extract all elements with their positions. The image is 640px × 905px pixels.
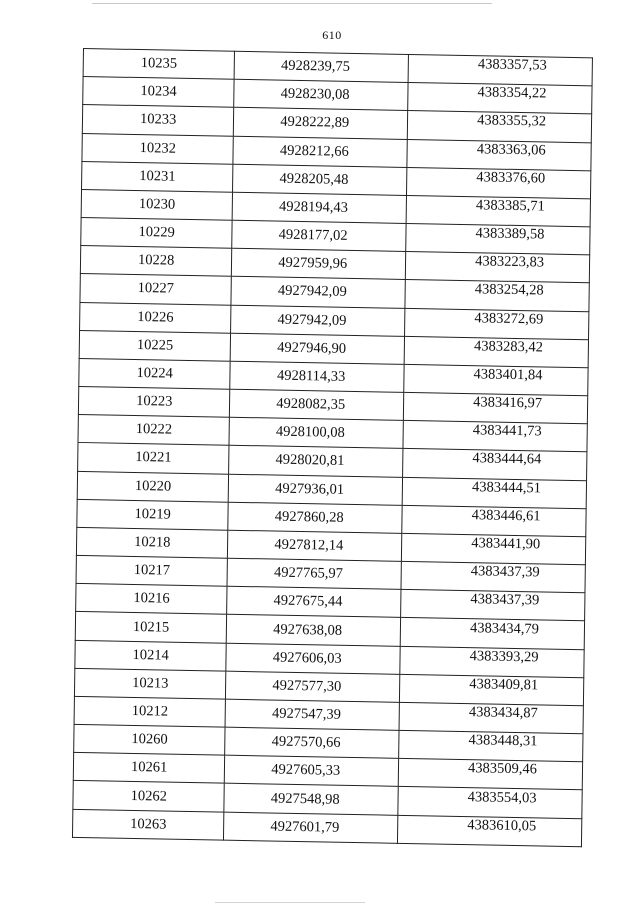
point-number-cell	[83, 77, 235, 108]
y-coordinate-cell	[403, 421, 587, 453]
cell-text: 10235	[140, 55, 178, 72]
cell-text: 4383448,31	[468, 732, 538, 750]
cell-text: 4383357,53	[477, 56, 547, 74]
point-number-cell	[77, 499, 229, 530]
coordinates-table	[72, 48, 593, 847]
coordinates-table-body	[72, 49, 592, 847]
y-coordinate-cell	[399, 730, 583, 762]
cell-text: 10262	[130, 787, 167, 805]
x-coordinate-cell	[227, 615, 401, 646]
cell-text: 4927548,98	[270, 790, 340, 808]
cell-text: 4928212,66	[279, 142, 349, 160]
point-number-cell	[76, 556, 228, 587]
cell-text: 10214	[132, 646, 169, 664]
x-coordinate-cell	[229, 474, 403, 505]
cell-text: 4928020,81	[275, 452, 345, 470]
point-number-cell	[82, 161, 234, 192]
y-coordinate-cell	[405, 308, 589, 340]
cell-text: 4927959,96	[278, 254, 348, 273]
x-coordinate-cell	[230, 361, 404, 392]
point-number-cell	[79, 330, 231, 361]
x-coordinate-cell	[228, 530, 402, 561]
y-coordinate-cell	[404, 364, 588, 396]
x-coordinate-cell	[233, 164, 407, 195]
cell-text: 10233	[139, 111, 177, 129]
cell-text: 4928177,02	[278, 226, 348, 244]
x-coordinate-cell	[226, 643, 400, 674]
x-coordinate-cell	[232, 220, 406, 251]
x-coordinate-cell	[232, 248, 406, 279]
x-coordinate-cell	[234, 51, 408, 82]
cell-text: 4383444,64	[472, 450, 542, 468]
y-coordinate-cell	[405, 280, 589, 312]
cell-text: 4927942,09	[277, 283, 347, 301]
cell-text: 4383393,29	[469, 647, 539, 666]
point-number-cell	[75, 612, 227, 643]
cell-text: 4927601,79	[270, 818, 340, 836]
point-number-cell	[80, 246, 232, 277]
point-number-cell	[72, 809, 224, 840]
point-number-cell	[80, 302, 232, 333]
cell-text: 4928222,89	[280, 114, 350, 132]
y-coordinate-cell	[398, 759, 582, 791]
point-number-cell	[78, 387, 230, 418]
cell-text: 10227	[137, 280, 175, 298]
x-coordinate-cell	[228, 502, 402, 533]
y-coordinate-cell	[402, 477, 586, 509]
cell-text: 4383385,71	[475, 197, 545, 215]
cell-text: 4928230,08	[280, 85, 350, 104]
cell-text: 4928082,35	[276, 395, 346, 413]
x-coordinate-cell	[232, 192, 406, 223]
cell-text: 4383434,87	[468, 704, 538, 722]
y-coordinate-cell	[406, 195, 590, 227]
bottom-edge-line	[215, 902, 365, 903]
cell-text: 4383355,32	[477, 112, 547, 130]
cell-text: 4383376,60	[476, 168, 546, 187]
cell-text: 10221	[135, 449, 172, 467]
y-coordinate-cell	[399, 702, 583, 734]
x-coordinate-cell	[231, 333, 405, 364]
y-coordinate-cell	[400, 646, 584, 678]
page-number: 610	[322, 28, 342, 42]
point-number-cell	[81, 189, 233, 220]
cell-text: 10226	[137, 308, 174, 326]
cell-text: 4927606,03	[272, 649, 342, 667]
cell-text: 4928194,43	[279, 198, 349, 216]
point-number-cell	[82, 105, 234, 136]
y-coordinate-cell	[407, 139, 591, 171]
x-coordinate-cell	[227, 586, 401, 617]
point-number-cell	[73, 753, 225, 784]
y-coordinate-cell	[401, 533, 585, 565]
cell-text: 4383409,81	[469, 676, 539, 694]
cell-text: 4927936,01	[275, 480, 345, 498]
cell-text: 4383441,90	[471, 535, 541, 553]
y-coordinate-cell	[407, 111, 591, 143]
cell-text: 4927812,14	[274, 536, 344, 554]
cell-text: 4383272,69	[474, 309, 544, 328]
point-number-cell	[78, 415, 230, 446]
x-coordinate-cell	[226, 671, 400, 702]
cell-text: 10216	[133, 590, 170, 607]
cell-text: 4928205,48	[279, 170, 349, 188]
x-coordinate-cell	[227, 558, 401, 589]
y-coordinate-cell	[401, 590, 585, 622]
y-coordinate-cell	[407, 167, 591, 199]
point-number-cell	[73, 781, 225, 812]
cell-text: 4383416,97	[473, 394, 543, 412]
cell-text: 4383444,51	[471, 478, 542, 497]
cell-text: 10229	[138, 224, 175, 241]
point-number-cell	[83, 49, 235, 80]
point-number-cell	[76, 527, 228, 558]
cell-text: 10223	[136, 393, 173, 410]
cell-text: 4928114,33	[276, 367, 346, 385]
cell-text: 4383389,58	[475, 225, 545, 243]
cell-text: 4383354,22	[477, 84, 547, 102]
cell-text: 4927577,30	[272, 677, 342, 695]
cell-text: 4383283,42	[473, 337, 543, 356]
cell-text: 4383434,79	[469, 619, 540, 637]
cell-text: 10224	[136, 364, 173, 382]
point-number-cell	[74, 725, 226, 756]
cell-text: 4383437,39	[470, 563, 540, 581]
cell-text: 4927860,28	[274, 508, 344, 526]
point-number-cell	[74, 696, 226, 727]
cell-text: 4383437,39	[470, 591, 540, 609]
point-number-cell	[74, 668, 226, 699]
cell-text: 4383441,73	[472, 422, 542, 440]
x-coordinate-cell	[225, 727, 399, 758]
x-coordinate-cell	[231, 277, 405, 308]
y-coordinate-cell	[405, 252, 589, 284]
cell-text: 4383254,28	[474, 281, 544, 299]
cell-text: 10217	[133, 562, 171, 579]
cell-text: 10213	[132, 674, 169, 692]
cell-text: 4927547,39	[271, 705, 342, 723]
cell-text: 10215	[132, 618, 170, 636]
cell-text: 10218	[134, 533, 171, 551]
cell-text: 10219	[134, 505, 171, 523]
x-coordinate-cell	[230, 389, 404, 420]
cell-text: 4928100,08	[275, 423, 345, 442]
cell-text: 4383509,46	[467, 760, 538, 778]
x-coordinate-cell	[234, 108, 408, 139]
cell-text: 4927605,33	[271, 761, 341, 780]
cell-text: 4383401,84	[473, 366, 543, 384]
y-coordinate-cell	[400, 674, 584, 706]
y-coordinate-cell	[401, 561, 585, 593]
cell-text: 4927765,97	[273, 564, 343, 582]
cell-text: 4383363,06	[476, 140, 546, 159]
cell-text: 10260	[131, 731, 168, 748]
cell-text: 4383446,61	[471, 506, 541, 525]
cell-text: 4383554,03	[467, 788, 537, 806]
x-coordinate-cell	[225, 699, 399, 730]
cell-text: 4927570,66	[271, 733, 341, 751]
cell-text: 10222	[135, 421, 173, 438]
cell-text: 4383223,83	[475, 253, 545, 271]
cell-text: 10263	[130, 815, 167, 833]
cell-text: 10232	[139, 139, 177, 157]
point-number-cell	[82, 133, 234, 164]
cell-text: 4927946,90	[277, 339, 347, 357]
cell-text: 10230	[138, 195, 176, 213]
cell-text: 4927942,09	[277, 311, 347, 329]
y-coordinate-cell	[398, 787, 582, 819]
cell-text: 10225	[136, 336, 174, 354]
cell-text: 10220	[134, 477, 172, 495]
cell-text: 10231	[139, 167, 176, 185]
point-number-cell	[75, 640, 227, 671]
y-coordinate-cell	[406, 223, 590, 255]
cell-text: 10212	[131, 702, 169, 720]
cell-text: 10261	[130, 759, 168, 776]
x-coordinate-cell	[229, 446, 403, 477]
cell-text: 4927638,08	[273, 621, 343, 639]
y-coordinate-cell	[398, 815, 582, 847]
cell-text: 4383610,05	[467, 816, 537, 835]
x-coordinate-cell	[224, 812, 398, 844]
point-number-cell	[76, 584, 228, 615]
cell-text: 4927675,44	[273, 592, 343, 611]
point-number-cell	[77, 471, 229, 502]
x-coordinate-cell	[233, 136, 407, 167]
x-coordinate-cell	[224, 784, 398, 815]
point-number-cell	[78, 443, 230, 474]
cell-text: 10228	[137, 252, 175, 269]
y-coordinate-cell	[400, 618, 584, 650]
cell-text: 10234	[140, 83, 177, 100]
y-coordinate-cell	[408, 83, 592, 115]
y-coordinate-cell	[408, 54, 592, 86]
y-coordinate-cell	[403, 449, 587, 481]
point-number-cell	[80, 274, 232, 305]
x-coordinate-cell	[234, 79, 408, 110]
y-coordinate-cell	[402, 505, 586, 537]
x-coordinate-cell	[229, 417, 403, 448]
top-edge-line	[92, 3, 492, 4]
y-coordinate-cell	[403, 392, 587, 424]
x-coordinate-cell	[231, 305, 405, 336]
y-coordinate-cell	[404, 336, 588, 368]
point-number-cell	[79, 358, 231, 389]
point-number-cell	[81, 218, 233, 249]
x-coordinate-cell	[225, 755, 399, 786]
cell-text: 4928239,75	[280, 57, 351, 75]
